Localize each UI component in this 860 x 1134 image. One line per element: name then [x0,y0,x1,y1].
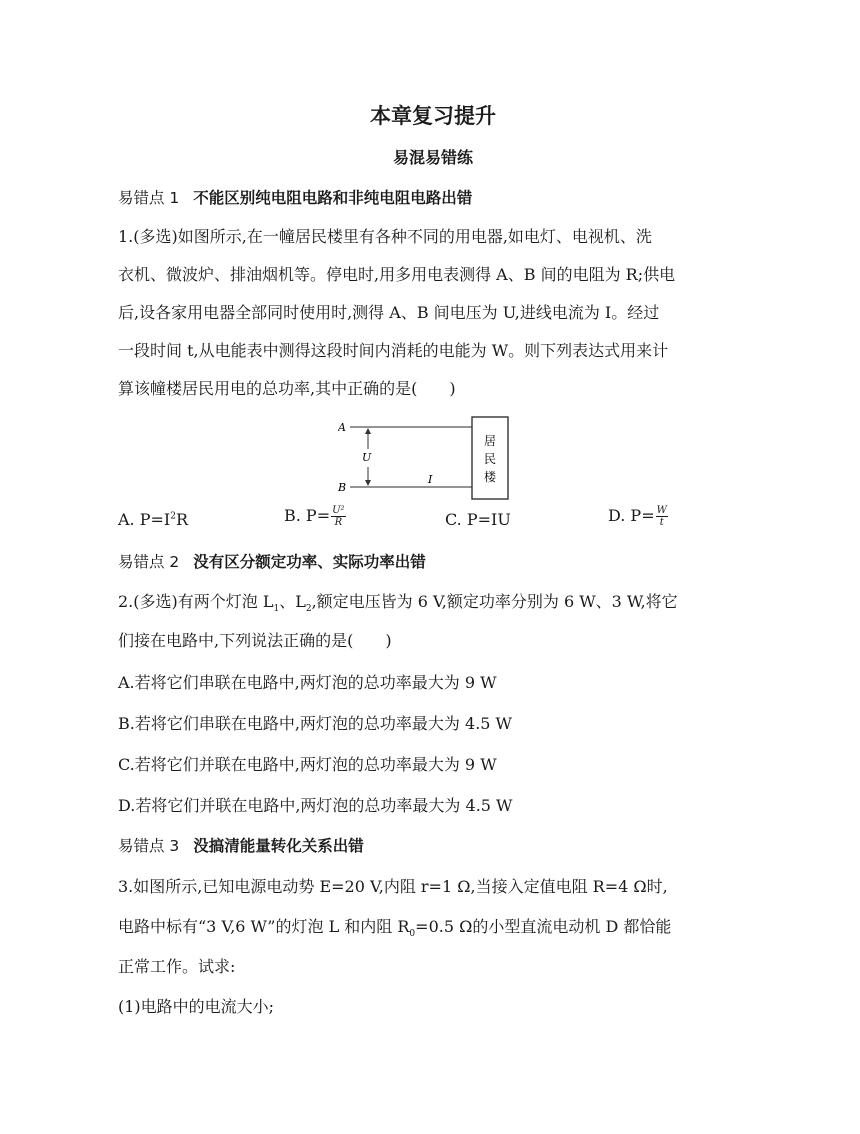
error-point-2: 易错点 2 没有区分额定功率、实际功率出错 [118,553,426,571]
q3-line-2: 电路中标有“3 V,6 W”的灯泡 L 和内阻 $R_0=0.5$ Ω的小型直流电动机 D 都恰能 [118,917,672,940]
q1-line-4: 一段时间 t,从电能表中测得这段时间内消耗的电能为 W。则下列表达式用来计 [118,341,669,360]
circuit-figure [338,415,538,505]
q2-option-d: D.若将它们并联在电路中,两灯泡的总功率最大为 4.5 W [118,796,513,815]
q1-option-c: C. P=IU [445,510,511,529]
q1-option-a: A. $P=I^2R$ [118,510,188,529]
error-point-text: 不能区别纯电阻电路和非纯电阻电路出错 [193,189,473,207]
chapter-title: 本章复习提升 [370,104,496,128]
error-point-3: 易错点 3 没搞清能量转化关系出错 [118,837,364,855]
label-u: U [362,451,372,464]
q1-line-2: 衣机、微波炉、排油烟机等。停电时,用多用电表测得 A、B 间的电阻为 R;供电 [118,265,676,284]
q1-option-d: D. P= $\frac{W}{t}$ [608,505,667,528]
q1-line-5: 算该幢楼居民用电的总功率,其中正确的是( ) [118,379,456,398]
q2-option-c: C.若将它们并联在电路中,两灯泡的总功率最大为 9 W [118,755,497,774]
building-char-3: 楼 [483,470,497,484]
building-char-2: 民 [483,452,497,466]
q1-line-3: 后,设各家用电器全部同时使用时,测得 A、B 间电压为 U,进线电流为 I。经过 [118,303,660,322]
arrow-head-up [365,428,371,434]
q1-line-1: 1.(多选)如图所示,在一幢居民楼里有各种不同的用电器,如电灯、电视机、洗 [118,227,652,246]
q2-line-2: 们接在电路中,下列说法正确的是( ) [118,631,392,650]
q1-option-b: B. P= $\frac{\text{U²}}{R}$ [284,505,345,528]
q2-option-b: B.若将它们串联在电路中,两灯泡的总功率最大为 4.5 W [118,714,512,733]
error-point-number: 易错点 1 [118,189,180,207]
q3-subquestion-1: (1)电路中的电流大小; [118,997,275,1016]
label-a: A [338,421,346,434]
label-i: I [428,473,433,486]
q3-line-3: 正常工作。试求: [118,957,236,976]
q3-line-1: 3.如图所示,已知电源电动势 E=20 V,内阻 r=1 Ω,当接入定值电阻 R=4 Ω时, [118,877,668,896]
section-subtitle: 易混易错练 [392,148,473,167]
q2-option-a: A.若将它们串联在电路中,两灯泡的总功率最大为 9 W [118,673,497,692]
building-char-1: 居 [483,434,497,448]
error-point-1 [118,186,472,208]
arrow-head-down [365,480,371,486]
label-b: B [338,481,347,494]
q2-line-1: 2.(多选)有两个灯泡 $L_1$、$L_2$,额定电压皆为 6 V,额定功率分别为 6 W、3 W,将它 [118,592,678,615]
